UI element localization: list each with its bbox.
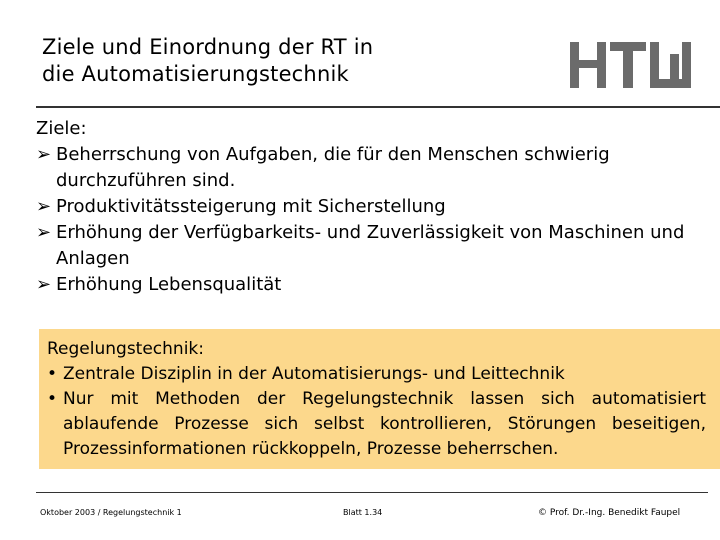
- goal-item-text: Erhöhung der Verfügbarkeits- und Zuverlässigkeit von Maschinen und Anlagen: [56, 222, 685, 269]
- slide-title: [42, 34, 373, 88]
- footer-author: © Prof. Dr.-Ing. Benedikt Faupel: [538, 508, 681, 518]
- dot-bullet-icon: •: [47, 364, 58, 384]
- header-divider: [36, 106, 720, 108]
- arrow-bullet-icon: ➢: [36, 144, 52, 165]
- box-item: [47, 362, 706, 387]
- footer-date: Oktober 2003 / Regelungstechnik 1: [40, 508, 182, 517]
- box-heading: Regelungstechnik:: [47, 339, 204, 359]
- htw-logo: [568, 40, 694, 90]
- footer-page: Blatt 1.34: [343, 508, 383, 517]
- control-engineering-box: [39, 329, 720, 469]
- goal-item: [36, 142, 696, 194]
- dot-bullet-icon: •: [47, 389, 58, 409]
- goal-item: [36, 194, 696, 220]
- goals-heading: Ziele:: [36, 118, 87, 139]
- goal-item: [36, 220, 696, 272]
- footer-divider: [36, 492, 708, 493]
- box-item: [47, 387, 706, 462]
- arrow-bullet-icon: ➢: [36, 196, 52, 217]
- goals-section: [36, 116, 696, 298]
- slide-title-line-2: die Automatisierungstechnik: [42, 62, 349, 86]
- arrow-bullet-icon: ➢: [36, 222, 52, 243]
- slide-title-line-1: Ziele und Einordnung der RT in: [42, 35, 374, 59]
- arrow-bullet-icon: ➢: [36, 274, 52, 295]
- goal-item: [36, 272, 696, 298]
- box-item-text: Nur mit Methoden der Regelungstechnik lassen sich automatisiert ablaufende Prozesse sich selbst kontrollieren, Störungen beseitigen, Prozessinformationen rückkoppeln, Prozesse beherrschen.: [63, 389, 706, 459]
- goal-item-text: Erhöhung Lebensqualität: [56, 274, 282, 295]
- goal-item-text: Beherrschung von Aufgaben, die für den Menschen schwierig durchzuführen sind.: [56, 144, 610, 191]
- goal-item-text: Produktivitätssteigerung mit Sicherstellung: [56, 196, 446, 217]
- box-item-text: Zentrale Disziplin in der Automatisierungs- und Leittechnik: [63, 364, 565, 384]
